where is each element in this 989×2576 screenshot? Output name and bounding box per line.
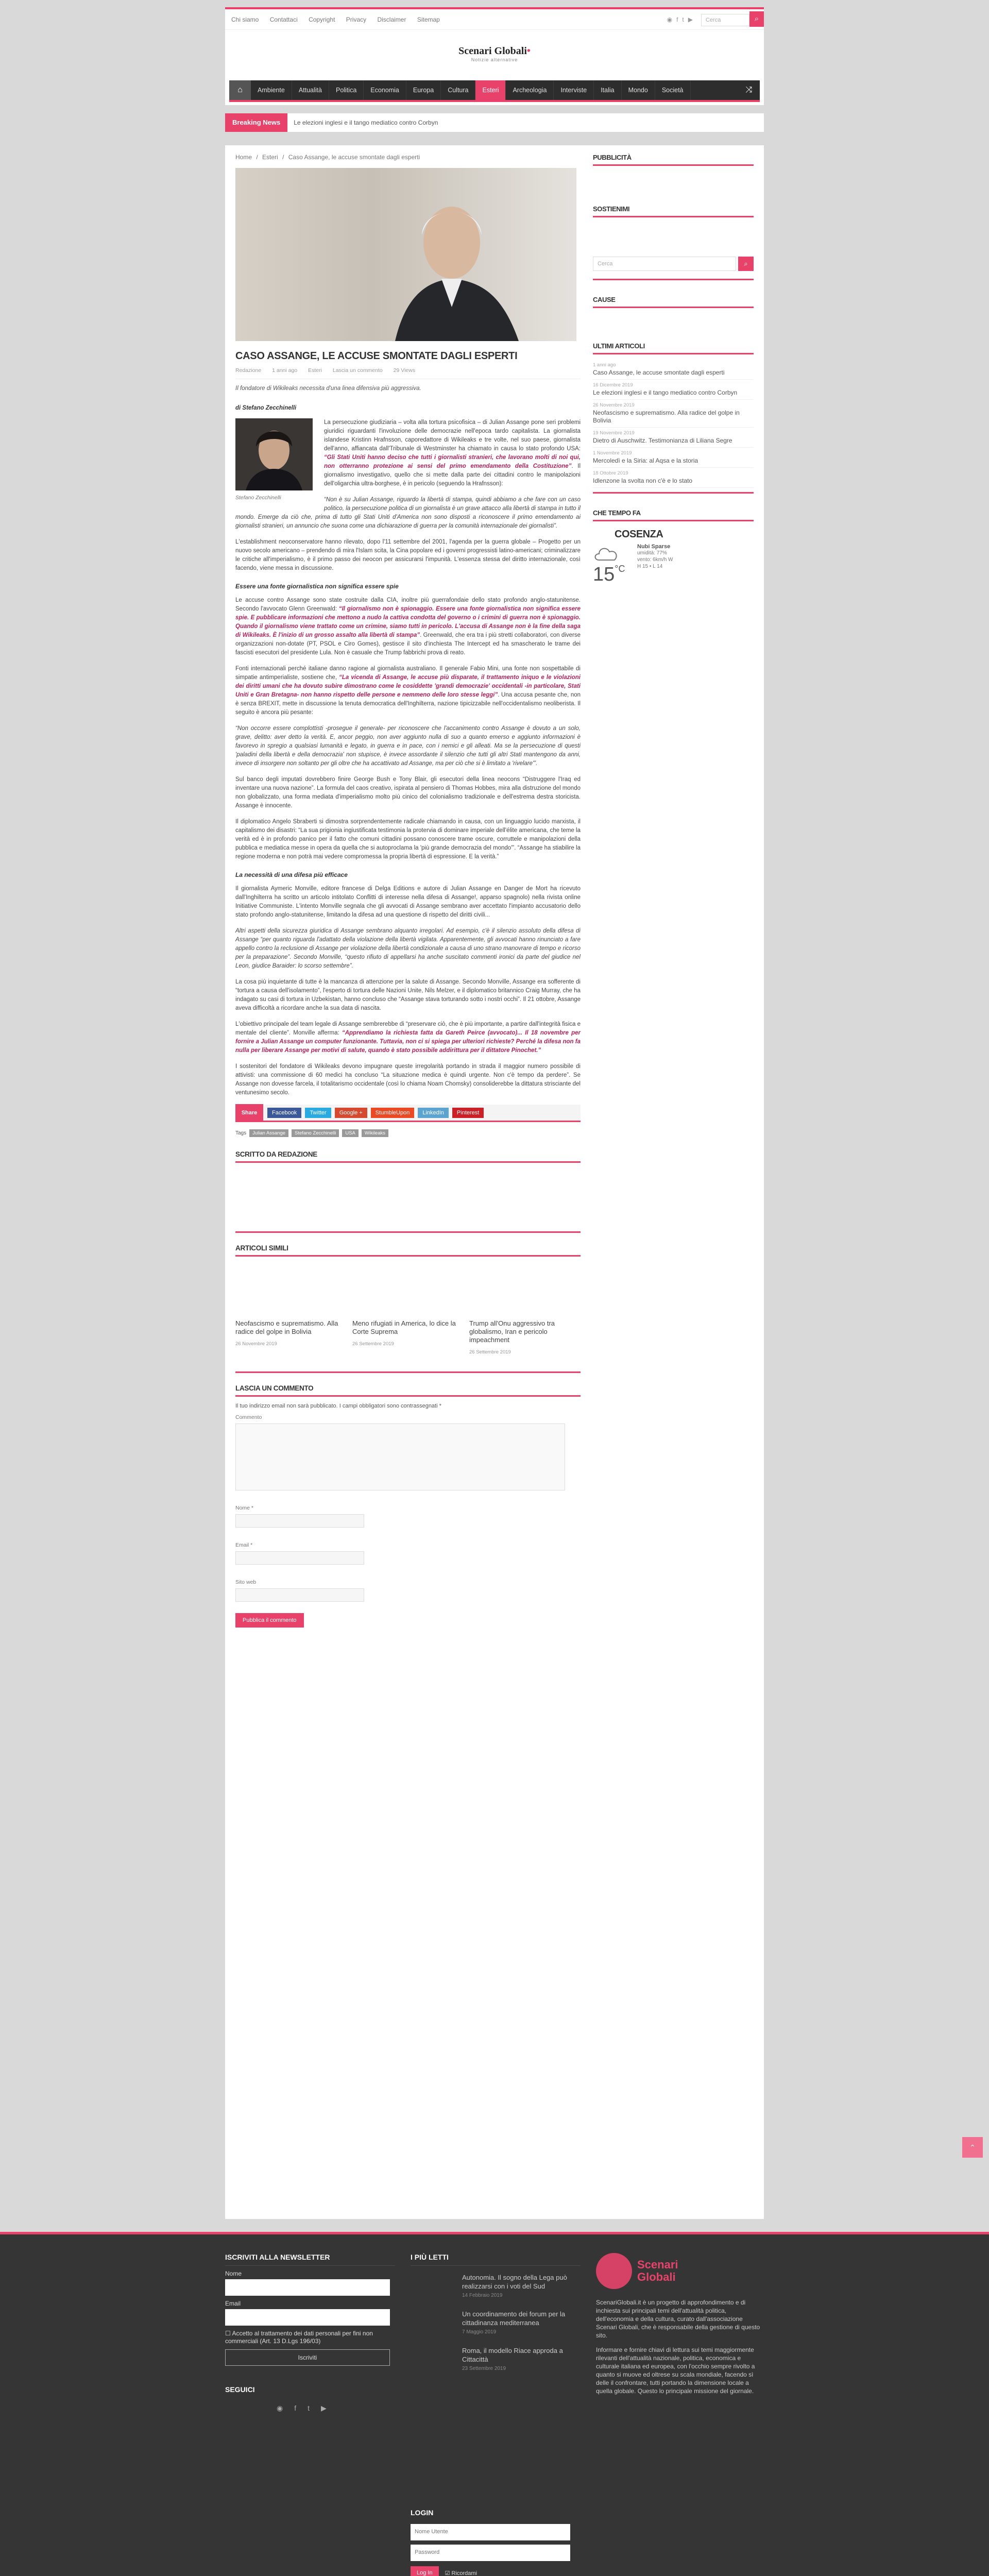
- facebook-icon[interactable]: f: [676, 16, 683, 23]
- main-container: [225, 145, 764, 2219]
- breaking-label: Breaking News: [225, 113, 287, 132]
- tag[interactable]: USA: [342, 1129, 359, 1137]
- share-google-button[interactable]: Google +: [335, 1108, 367, 1118]
- twitter-icon[interactable]: t: [308, 2404, 321, 2412]
- top-link-privacy[interactable]: Privacy: [346, 16, 367, 23]
- weather-widget: CHE TEMPO FA COSENZA $15^{^\circ C}$ Nubi Sparse umidità: 77% vento: 6km/h W H 15 • L 14: [593, 509, 754, 586]
- related-item[interactable]: Meno rifugiati in America, lo dice la Corte Suprema 26 Settembre 2019: [352, 1319, 456, 1347]
- paragraph-1: La persecuzione giudiziaria – volta alla tortura psicofisica – di Julian Assange pone seri problemi giuridici riguardanti l'involuzione delle democrazie nell'epoca tardo capitalista. La giornalista islandese Kristinn Hrafnsson, caporedattore di Wikileaks e tre volte, nel suo paese, giornalista dell'anno, affiancata dall'Tribunale di Westminster ha chiamato in causa lo stato profondo USA: “Gli Stati Uniti hanno deciso che tutti i giornalisti stranieri, che lavorano molti di noi qui, non otterranno protezione ai sensi del primo emendamento della Costituzione”. Il giornalismo investigativo, quello che si mette dalla parte dei cittadini contro le manipolazioni dell'oligarchia ultra-borghese, è in pericolo (seguendo la Hrafnsson):: [324, 419, 581, 487]
- subheading-2: La necessità di una difesa più efficace: [235, 871, 348, 878]
- recent-post-item[interactable]: 16 Dicembre 2019 Le elezioni inglesi e il tango mediatico contro Corbyn: [593, 380, 754, 400]
- paragraph-5: Fonti internazionali perché italiane danno ragione al giornalista australiano. Il generale Fabio Mini, una fonte non sospettabile di simpatie antimperialiste, sostiene che, “La vicenda di Assange, le accuse più disparate, il trattamento iniquo e le violazioni dei diritti umani che ha dovuto subire dimostrano come le cosiddette 'grandi democrazie' occidentali -in particolare, Stati Uniti e Gran Bretagna- non hanno rispetto delle persone e nemmeno delle loro stesse leggi”. Una accusa pesante che, non è senza BREXIT, mette in discussione la tenuta democratica dell'Inghilterra, nazione tipicizzabile nell'occidentalismo neoliberista. Il seguito è ancora più pesante:: [235, 666, 581, 716]
- breadcrumb-current: Caso Assange, le accuse smontate dagli esperti: [288, 154, 420, 161]
- comment-form: LASCIA UN COMMENTO Il tuo indirizzo email non sarà pubblicato. I campi obbligatori sono contrassegnati * Commento Nome * Email * Sito web Pubblica il commento: [235, 1384, 581, 1628]
- popular-item[interactable]: Un coordinamento dei forum per la cittadinanza mediterranea 7 Maggio 2019: [462, 2310, 566, 2335]
- recent-post-item[interactable]: 26 Novembre 2019 Neofascismo e suprematismo. Alla radice del golpe in Bolivia: [593, 400, 754, 428]
- tag[interactable]: Stefano Zecchinelli: [292, 1129, 339, 1137]
- comment-textarea[interactable]: [235, 1423, 565, 1490]
- top-link-sitemap[interactable]: Sitemap: [417, 16, 440, 23]
- nav-item-attualita[interactable]: Attualità: [292, 80, 329, 100]
- newsletter-widget: ISCRIVITI ALLA NEWSLETTER Nome Email ☐ Accetto al trattamento dei dati personali per fini non commerciali (Art. 13 D.Lgs 196/03) Iscriviti SEGUICI ◉ft▶: [225, 2253, 395, 2413]
- top-link-contact[interactable]: Contattaci: [269, 16, 298, 23]
- paragraph-12: L'obiettivo principale del team legale di Assange sembrerebbe di “preservare ciò, che è più importante, a partire dall'integrità fisica e mentale del cliente”. Monville afferma: “Apprendiamo la richiesta fatta da Gareth Peirce (avvocato)... Il 18 novembre per fornire a Julian Assange un computer funzionante. Tuttavia, non ci si spiega per ulteriori richieste? Perché la difesa non fa nulla per liberare Assange per motivi di salute, quando è stato possibile addirittura per il dittatore Pinochet.”: [235, 1021, 581, 1054]
- recent-post-item[interactable]: 19 Novembre 2019 Dietro di Auschwitz. Testimonianza di Liliana Segre: [593, 428, 754, 448]
- recent-post-item[interactable]: 1 anni ago Caso Assange, le accuse smontate dagli esperti: [593, 360, 754, 380]
- paragraph-9: Il giornalista Aymeric Monville, editore francese di Delga Editions e autore di Julian Assange en Danger de Mort ha ricevuto dall'Inghilterra ha scritto un articolo intitolato Conflitti di interesse nella difesa di Assange!, apparso spagnolo) nella rivista online Initiative Communiste. L'intento Monville segnala che gli avvocati di Assange sembrano aver accettato l'impianto accusatorio dello stato profondo anglo-statunitense, limitando la difesa ad una questione di rispetto del diritti civili...: [235, 886, 581, 918]
- related-item[interactable]: Trump all'Onu aggressivo tra globalismo, Iran e pericolo impeachment 26 Settembre 2019: [469, 1319, 555, 1355]
- weather-description: Nubi Sparse: [637, 544, 671, 550]
- nav-item-politica[interactable]: Politica: [329, 80, 364, 100]
- tag[interactable]: Julian Assange: [249, 1129, 288, 1137]
- comment-notice: Il tuo indirizzo email non sarà pubblicato. I campi obbligatori sono contrassegnati *: [235, 1403, 441, 1409]
- sidebar-search-input[interactable]: Cerca: [593, 257, 736, 271]
- footer-logo: Scenari Globali: [596, 2253, 764, 2289]
- article-meta: [235, 367, 581, 379]
- nav-item-societa[interactable]: Società: [655, 80, 691, 100]
- recent-post-item[interactable]: 18 Ottobre 2019 Idlenzone la svolta non c'è e lo stato: [593, 468, 754, 488]
- consent-checkbox[interactable]: ☐ Accetto al trattamento dei dati personali per fini non commerciali (Art. 13 D.Lgs 196/03): [225, 2330, 373, 2345]
- site-header: [225, 30, 764, 76]
- logo-subtitle: Notizie alternative: [471, 57, 518, 62]
- tags-label: Tags: [235, 1130, 247, 1136]
- comment-form-title: LASCIA UN COMMENTO: [235, 1384, 581, 1397]
- nav-item-cultura[interactable]: Cultura: [441, 80, 475, 100]
- nav-item-esteri[interactable]: Esteri: [475, 80, 506, 100]
- popular-item[interactable]: Roma, il modello Riace approda a Cittacittà 23 Settembre 2019: [462, 2347, 563, 2371]
- shuffle-icon[interactable]: ⤨: [745, 86, 753, 94]
- featured-image: [235, 168, 576, 341]
- breadcrumb-category[interactable]: Esteri: [262, 154, 278, 161]
- youtube-icon[interactable]: ▶: [688, 16, 697, 23]
- share-pinterest-button[interactable]: Pinterest: [452, 1108, 484, 1118]
- weather-city: COSENZA: [615, 529, 663, 540]
- weather-humidity: umidità: 77%: [637, 550, 667, 556]
- meta-category[interactable]: Esteri: [308, 367, 322, 374]
- newsletter-name-input[interactable]: [225, 2279, 390, 2296]
- related-item[interactable]: Neofascismo e suprematismo. Alla radice del golpe in Bolivia 26 Novembre 2019: [235, 1319, 338, 1347]
- top-link-copyright[interactable]: Copyright: [309, 16, 335, 23]
- login-widget: LOGIN Nome Utente Password Log In ☑ Ricordami: [411, 2509, 581, 2576]
- facebook-icon[interactable]: f: [294, 2404, 308, 2412]
- article-body: [235, 418, 581, 1097]
- meta-author[interactable]: Redazione: [235, 367, 262, 374]
- site-footer: [0, 2232, 989, 2576]
- nav-item-archeologia[interactable]: Archeologia: [506, 80, 554, 100]
- nav-item-ambiente[interactable]: Ambiente: [251, 80, 292, 100]
- youtube-icon[interactable]: ▶: [321, 2404, 338, 2412]
- share-facebook-button[interactable]: Facebook: [267, 1108, 301, 1118]
- recent-post-item[interactable]: 1 Novembre 2019 Mercoledì e la Siria: al Aqsa e la storia: [593, 448, 754, 468]
- share-twitter-button[interactable]: Twitter: [305, 1108, 331, 1118]
- popular-item[interactable]: Autonomia. Il sogno della Lega può realizzarsi con i voti del Sud 14 Febbraio 2019: [462, 2274, 567, 2298]
- weather-range: H 15 • L 14: [637, 564, 663, 569]
- paragraph-4: Le accuse contro Assange sono state costruite dalla CIA, inoltre più guerrafondaie dello stato profondo anglo-statunitense. Secondo l'avvocato Glenn Greenwald: “Il giornalismo non è spionaggio. Essere una fonte giornalistica non significa essere spie. E pubblicare informazioni che mettono a nudo la cattiva condotta del governo o i crimini di guerra non è spionaggio. Quando il giornalismo viene trattato come un crimine, siamo tutti in pericolo. L'accusa di Assange non è la fine della saga di Wikileaks. È l'inizio di un grosso assalto alla libertà di stampa”. Greenwald, che era tra i più stretti collaboratori, con diverse organizzazioni non-dotate (PT, PSOL e Ciro Gomes), gestisce il sito d'inchiesta The Intercept ed ha smascherato le trame dei fascisti esecutori del presidente Lula. Non è casuale che Trump fabbrichi prova di reato.: [235, 597, 581, 656]
- paragraph-3: L'establishment neoconservatore hanno rilevato, dopo l'11 settembre del 2001, l'agenda per la guerra globale – Progetto per un nuovo secolo americano – prendendo di mira l'Islam scita, la Cina popolare ed i governi progressisti latino-americani; criminalizzare le critiche all'imperialismo, è il primo passo dei neocon per assicurarsi l'impunità. L'essenza stessa del diritto internazionale, così facendo, viene messa in discussione.: [235, 539, 581, 571]
- article-byline: di Stefano Zecchinelli: [235, 405, 297, 411]
- weather-wind: vento: 6km/h W: [637, 557, 673, 563]
- subscribe-button[interactable]: Iscriviti: [225, 2349, 390, 2366]
- login-password-input[interactable]: Password: [411, 2545, 570, 2561]
- meta-comments[interactable]: Lascia un commento: [332, 367, 383, 374]
- tags-row: [235, 1129, 581, 1137]
- author-box: [235, 1150, 581, 1233]
- social-icons: [667, 16, 697, 23]
- breadcrumb: Home / Esteri / Caso Assange, le accuse smontate dagli esperti: [235, 154, 420, 161]
- scroll-to-top-icon[interactable]: ⌃: [962, 2137, 983, 2158]
- website-field[interactable]: [235, 1588, 364, 1602]
- login-username-input[interactable]: Nome Utente: [411, 2524, 570, 2540]
- share-bar: [235, 1105, 581, 1122]
- remember-checkbox[interactable]: ☑ Ricordami: [445, 2570, 478, 2576]
- paragraph-7: Sul banco degli imputati dovrebbero finire George Bush e Tony Blair, gli esecutori della linea neocons “Distruggere l'Iraq ed inventare una nuova nazione”. La formula del caos creativo, ispirata al pensiero di Thomas Hobbes, mira alla distruzione del mondo non globalizzato, una forma mediata d'imperialismo molto più cinico del colonialismo tradizionale e dell'estrema destra storicista. Assange è innocente.: [235, 776, 581, 809]
- nav-item-europa[interactable]: Europa: [406, 80, 441, 100]
- breadcrumb-home[interactable]: Home: [235, 154, 252, 161]
- top-search-input[interactable]: Cerca: [701, 14, 749, 26]
- submit-comment-button[interactable]: Pubblica il commento: [235, 1613, 304, 1628]
- about-widget: [596, 2253, 764, 2395]
- share-stumbleupon-button[interactable]: StumbleUpon: [371, 1108, 415, 1118]
- article-column: [235, 154, 581, 1628]
- breaking-news-bar: [225, 113, 764, 132]
- share-linkedin-button[interactable]: LinkedIn: [418, 1108, 449, 1118]
- footer-social-icons: [225, 2404, 395, 2413]
- share-label: Share: [235, 1104, 263, 1122]
- about-text-2: Informare e fornire chiavi di lettura sui temi maggiormente rilevanti dell'attualità nazionale, politica, economica e culturale italiana ed europea, con l'occhio sempre rivolto a quanto si muove ed oltrese su scala mondiale, facendo sì delle il confrontare, tutti portando la dimensione locale a quella globale. Questo lo principale missione del giornale.: [596, 2346, 755, 2395]
- name-field[interactable]: [235, 1514, 364, 1528]
- paragraph-13: I sostenitori del fondatore di Wikileaks devono impugnare queste irregolarità portando in strada il maggior numero possibile di attivisti: una commissione di 60 medici ha concluso “La situazione medica è quindi urgente. Non c'è tempo da perdere”. Se Assange non dovesse farcela, il totalitarismo occidentale (così lo chiama Noam Chomsky) consoliderebbe la dittatura strisciante del ventunesimo secolo.: [235, 1063, 581, 1096]
- author-photo-caption: Stefano Zecchinelli: [235, 495, 281, 501]
- email-field[interactable]: [235, 1551, 364, 1565]
- paragraph-11: La cosa più inquietante di tutte è la mancanza di attenzione per la salute di Assange. Secondo Monville, Assange era sofferente di “tortura a causa dell'isolamento”, l'esperto di tortura delle Nazioni Unite, Nils Melzer, e il diplomatico britannico Craig Murray, che ha indagato su casi di tortura in Uzbekistan, hanno concluso che “Assange stava torturando sotto i nostri occhi”. Il 21 ottobre, Assange aveva difficoltà a ricordare anche la sua data di nascita.: [235, 979, 581, 1011]
- newsletter-email-input[interactable]: [225, 2309, 390, 2326]
- nav-item-italia[interactable]: Italia: [594, 80, 621, 100]
- meta-date: 1 anni ago: [272, 367, 298, 374]
- nav-item-mondo[interactable]: Mondo: [622, 80, 655, 100]
- footer-widgets: [225, 2253, 764, 2423]
- paragraph-2: “Non è su Julian Assange, riguardo la libertà di stampa, quindi abbiamo a che fare con un caso politico, la persecuzione politica di un giornalista è un grave attacco alla libertà di stampa in tutto il mondo. Emerge da ciò che, prima di tutto gli Stati Uniti d'America non sono disposti a riconoscere il primo emendamento ai giornalisti stranieri, un annuncio che suona come una dichiarazione di guerra per la comunità internazionale dei giornalisti”.: [235, 497, 581, 529]
- weather-temp: 15: [593, 564, 615, 585]
- cloud-icon: $15^{^\circ C}$: [593, 544, 624, 586]
- rss-icon[interactable]: ◉: [667, 16, 677, 23]
- search-icon[interactable]: ⌕: [738, 257, 754, 271]
- popular-widget: I PIÙ LETTI Autonomia. Il sogno della Lega può realizzarsi con i voti del Sud 14 Febbraio 2019 Un coordinamento dei forum per la cittadinanza mediterranea 7 Maggio 2019 Roma, il modello Riace approda a Cittacittà 23 Settembre 2019: [411, 2253, 581, 2383]
- nav-item-interviste[interactable]: Interviste: [554, 80, 594, 100]
- twitter-icon[interactable]: t: [682, 16, 688, 23]
- causes-widget: CAUSE: [593, 296, 754, 327]
- paragraph-6: “Non occorre essere complottisti -prosegue il generale- per riconoscere che l'accanimento contro Assange è dovuto a un solo, grave, delitto: aver detto la verità. E, ancor peggio, non aver aggiunto nulla di suo a quanto emerso e aggiunto informazioni è favorevo in spregio a qualsiasi lumanità e legato, in guerra e in pace, con i nemici e gli alleati. Ma se la persecuzione di questi 'paladini della libertà e della democrazia' non stupisce, è invece assordante il silenzio che tutti gli altri Stati mantengono da anni, invece di insorgere non soltanto per gli oltre che ha accattivato ad Assange, ma per ciò che si è limitato a 'rivelare'”.: [235, 725, 581, 767]
- nav-item-economia[interactable]: Economia: [364, 80, 406, 100]
- ads-widget: PUBBLICITÀ: [593, 154, 754, 190]
- home-icon[interactable]: ⌂: [229, 80, 251, 100]
- logo-title: Scenari Globali: [458, 45, 527, 57]
- top-bar: [225, 7, 764, 30]
- main-nav: [225, 76, 764, 105]
- search-icon[interactable]: ⌕: [749, 11, 764, 27]
- related-title: ARTICOLI SIMILI: [235, 1244, 581, 1257]
- site-logo[interactable]: Scenari Globali• Notizie alternative: [225, 45, 764, 62]
- login-button[interactable]: Log In: [411, 2566, 439, 2576]
- top-link-disclaimer[interactable]: Disclaimer: [377, 16, 406, 23]
- rss-icon[interactable]: ◉: [277, 2404, 295, 2412]
- article-title: CASO ASSANGE, LE ACCUSE SMONTATE DAGLI ESPERTI: [235, 350, 518, 362]
- tag[interactable]: Wikileaks: [362, 1129, 388, 1137]
- related-articles: [235, 1244, 581, 1373]
- globe-icon: [596, 2253, 632, 2289]
- paragraph-8: Il diplomatico Angelo Sbraberti si dimostra sorprendentemente radicale chiamando in causa, con un linguaggio lucido marxista, il capitalismo dei disastri: “La sua prigionia ingiustificata testimonia la protervia di dominare imperiale dell'élite americana, che teme la verità ed è in profondo panico per il fatto che comuni cittadini possano conoscere trame oscure, corruttele e manipolazioni della pubblica e mediatica messe in opera da quella che si autoproclama la 'più grande democrazia del mondo'”. “Assange ha stiabilire la regione moderna e non potrà mai vedere compromessa la propria libertà di espressione. E la verità.”: [235, 819, 581, 860]
- support-widget: SOSTIENIMI: [593, 205, 754, 241]
- top-link-about[interactable]: Chi siamo: [231, 16, 259, 23]
- about-text-1: ScenariGlobali.it è un progetto di approfondimento e di inchiesta sui principali temi dell'attualità politica, dell'economia e della cultura, curato dall'associazione Scenari Globali, che è responsabile della gestione di questo sito.: [596, 2299, 760, 2339]
- author-photo: [235, 418, 313, 490]
- search-widget: [593, 257, 754, 280]
- article-lead: Il fondatore di Wikileaks necessita d'una linea difensiva più aggressiva.: [235, 385, 421, 392]
- recent-posts-widget: ULTIMI ARTICOLI 1 anni ago Caso Assange, le accuse smontate dagli esperti 16 Dicembre 2019 Le elezioni inglesi e il tango mediatico contro Corbyn 26 Novembre 2019 Neofascismo e suprematismo. Alla radice del golpe in Bolivia 19 Novembre 2019 Dietro di Auschwitz. Testimonianza di Liliana Segre 1 Novembre 2019 Mercoledì e la Siria: al Aqsa e la storia 18 Ottobre 2019 Idlenzone la svolta non c'è e lo stato: [593, 342, 754, 494]
- author-box-title: SCRITTO DA REDAZIONE: [235, 1150, 581, 1163]
- assange-photo: [374, 183, 529, 341]
- meta-views: 29 Views: [393, 367, 416, 374]
- paragraph-10: Altri aspetti della sicurezza giuridica di Assange sembrano alquanto irregolari. Ad esempio, c'è il silenzio assoluto della difesa di Assange “per quanto riguarda l'adattato della violazione della libertà vigilata. Apparentemente, gli avvocati hanno rinunciato a fare appello contro la reclusione di Assange per violazione della libertà condizionale a causa di uno strano manovrare di tempo e ricorso per la preparazione”. Secondo Monville, “questo rifiuto di appellarsi ha anche suscitato commenti ironici da parte del giudice nel Leon, giudice Baraider: lo scorso settembre”.: [235, 928, 581, 969]
- top-links: [231, 16, 449, 23]
- breaking-link[interactable]: Le elezioni inglesi e il tango mediatico contro Corbyn: [294, 119, 438, 126]
- subheading-1: Essere una fonte giornalistica non significa essere spie: [235, 583, 399, 590]
- sidebar: [593, 154, 754, 601]
